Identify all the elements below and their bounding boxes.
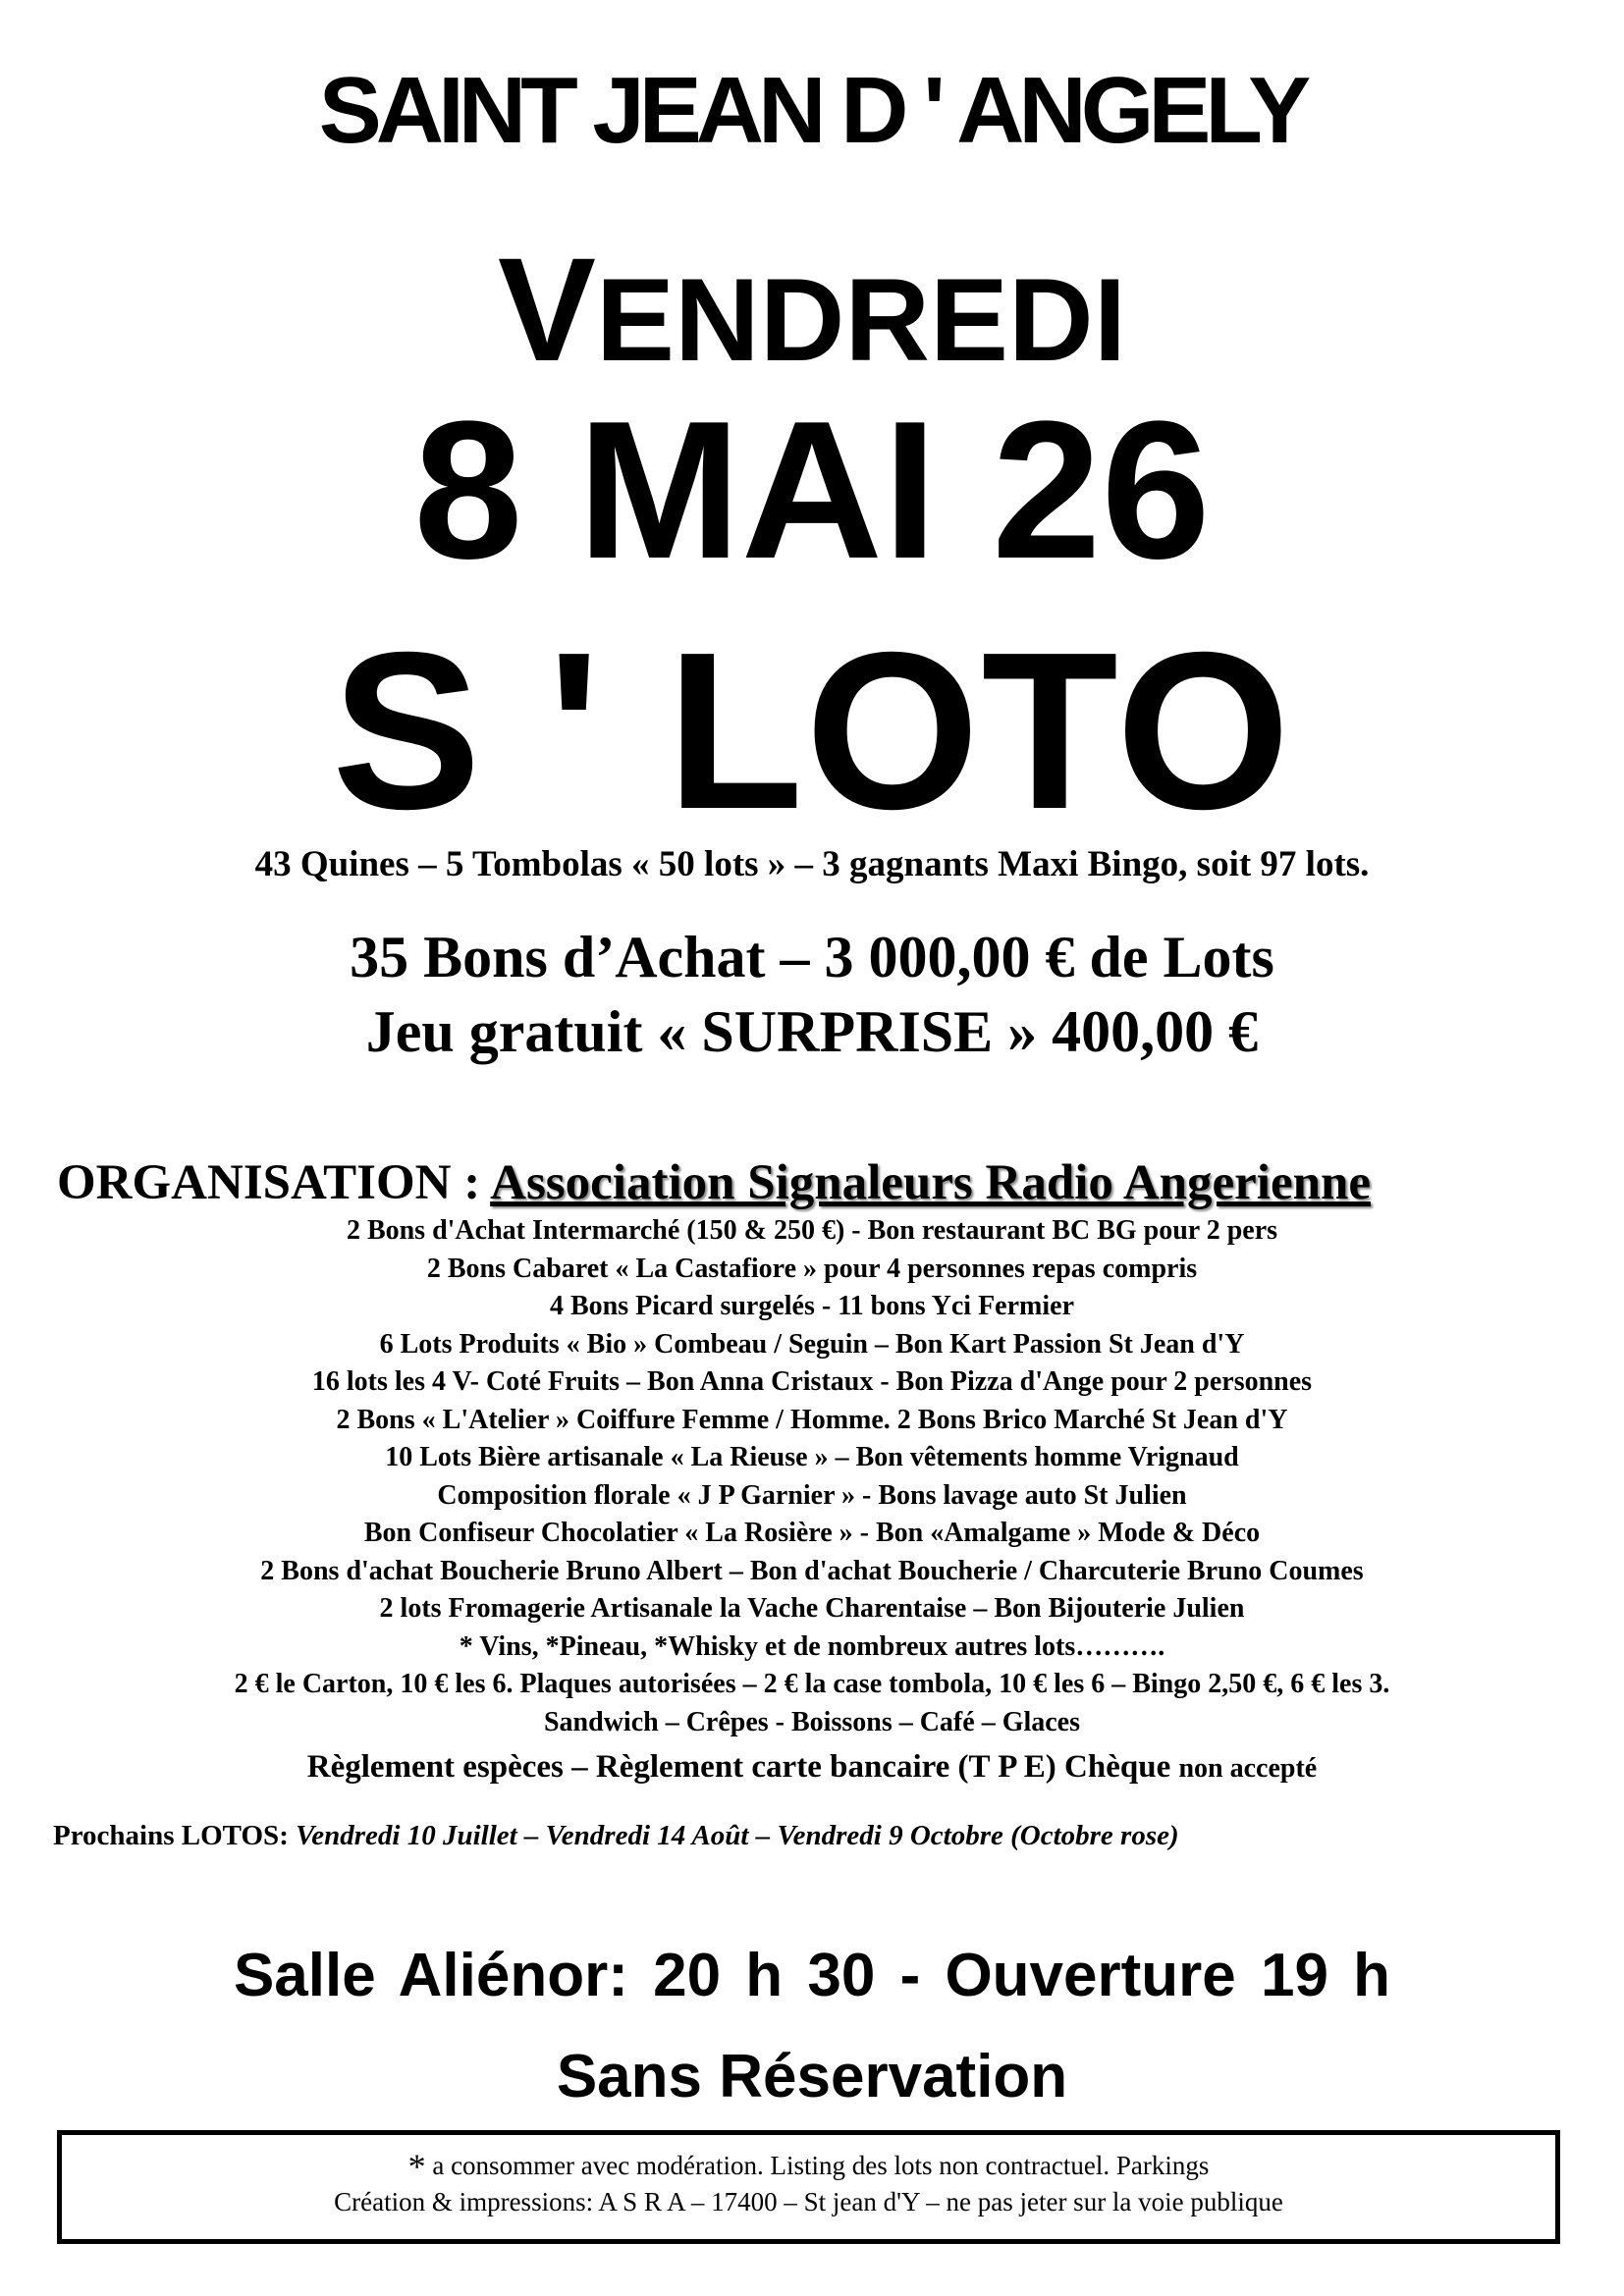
list-item: 2 Bons « L'Atelier » Coiffure Femme / Homme. 2 Bons Brico Marché St Jean d'Y [336,1404,1288,1435]
free-game-summary: Jeu gratuit « SURPRISE » 400,00 € [365,999,1259,1064]
bons-achat-summary: 35 Bons d’Achat – 3 000,00 € de Lots [350,925,1274,989]
footer-line-2: Création & impressions: A S R A – 17400 – St jean d'Y – ne pas jeter sur la voie publique [334,2187,1283,2216]
venue-time: Salle Aliénor: 20 h 30 - Ouverture 19 h [233,1942,1391,2009]
day-initial: V [497,227,596,392]
list-item: Sandwich – Crêpes - Boissons – Café – Glaces [543,1706,1080,1737]
list-item: 2 Bons Cabaret « La Castafiore » pour 4 personnes repas compris [426,1253,1198,1284]
footer-line-1 [62,2148,1555,2184]
payment-line [0,1745,1624,1790]
next-lotos-line [53,1816,1179,1855]
lots-list [0,1212,1624,1741]
list-item: 10 Lots Bière artisanale « La Rieuse » – Bon vêtements homme Vrignaud [385,1442,1239,1472]
footnote-star: * [407,2147,426,2186]
day-rest: ENDREDI [596,254,1127,386]
city-title: SAINT JEAN D ' ANGELY [318,58,1306,163]
payment-main: Règlement espèces – Règlement carte bancaire (T P E) Chèque [306,1749,1179,1785]
list-item: 2 Bons d'Achat Intermarché (150 & 250 €) - Bon restaurant BC BG pour 2 pers [346,1215,1278,1246]
footer-line-1-text: a consommer avec modération. Listing des lots non contractuel. Parkings [425,2151,1210,2180]
organisation-label: ORGANISATION : [57,1155,491,1210]
date-title: 8 MAI 26 [413,381,1211,600]
payment-not-accepted: non accepté [1178,1753,1318,1784]
reservation-note: Sans Réservation [556,2043,1068,2110]
list-item: 2 lots Fromagerie Artisanale la Vache Charentaise – Bon Bijouterie Julien [379,1593,1245,1624]
list-item: 16 lots les 4 V- Coté Fruits – Bon Anna Cristaux - Bon Pizza d'Ange pour 2 personnes [311,1366,1313,1397]
list-item: 6 Lots Produits « Bio » Combeau / Seguin – Bon Kart Passion St Jean d'Y [379,1328,1245,1360]
day-title [0,227,1624,392]
next-lotos-dates: Vendredi 10 Juillet – Vendredi 14 Août – Vendredi 9 Octobre (Octobre rose) [296,1820,1179,1851]
list-item: 2 € le Carton, 10 € les 6. Plaques autorisées – 2 € la case tombola, 10 € les 6 – Bingo 2,50 €, 6 € les 3. [234,1669,1390,1699]
organisation-line [57,1153,1371,1212]
event-title: S ' LOTO [331,607,1293,856]
list-item: 2 Bons d'achat Boucherie Bruno Albert – Bon d'achat Boucherie / Charcuterie Bruno Coumes [260,1555,1364,1586]
next-lotos-label: Prochains LOTOS: [53,1820,297,1851]
list-item: 4 Bons Picard surgelés - 11 bons Yci Fermier [549,1291,1074,1321]
list-item: * Vins, *Pineau, *Whisky et de nombreux autres lots………. [459,1630,1165,1662]
list-item: Composition florale « J P Garnier » - Bons lavage auto St Julien [437,1479,1187,1511]
list-item: Bon Confiseur Chocolatier « La Rosière » - Bon «Amalgame » Mode & Déco [363,1518,1261,1548]
organisation-name: Association Signaleurs Radio Angerienne [490,1155,1371,1210]
footer-box [57,2130,1560,2244]
quines-summary: 43 Quines – 5 Tombolas « 50 lots » – 3 gagnants Maxi Bingo, soit 97 lots. [254,844,1370,884]
